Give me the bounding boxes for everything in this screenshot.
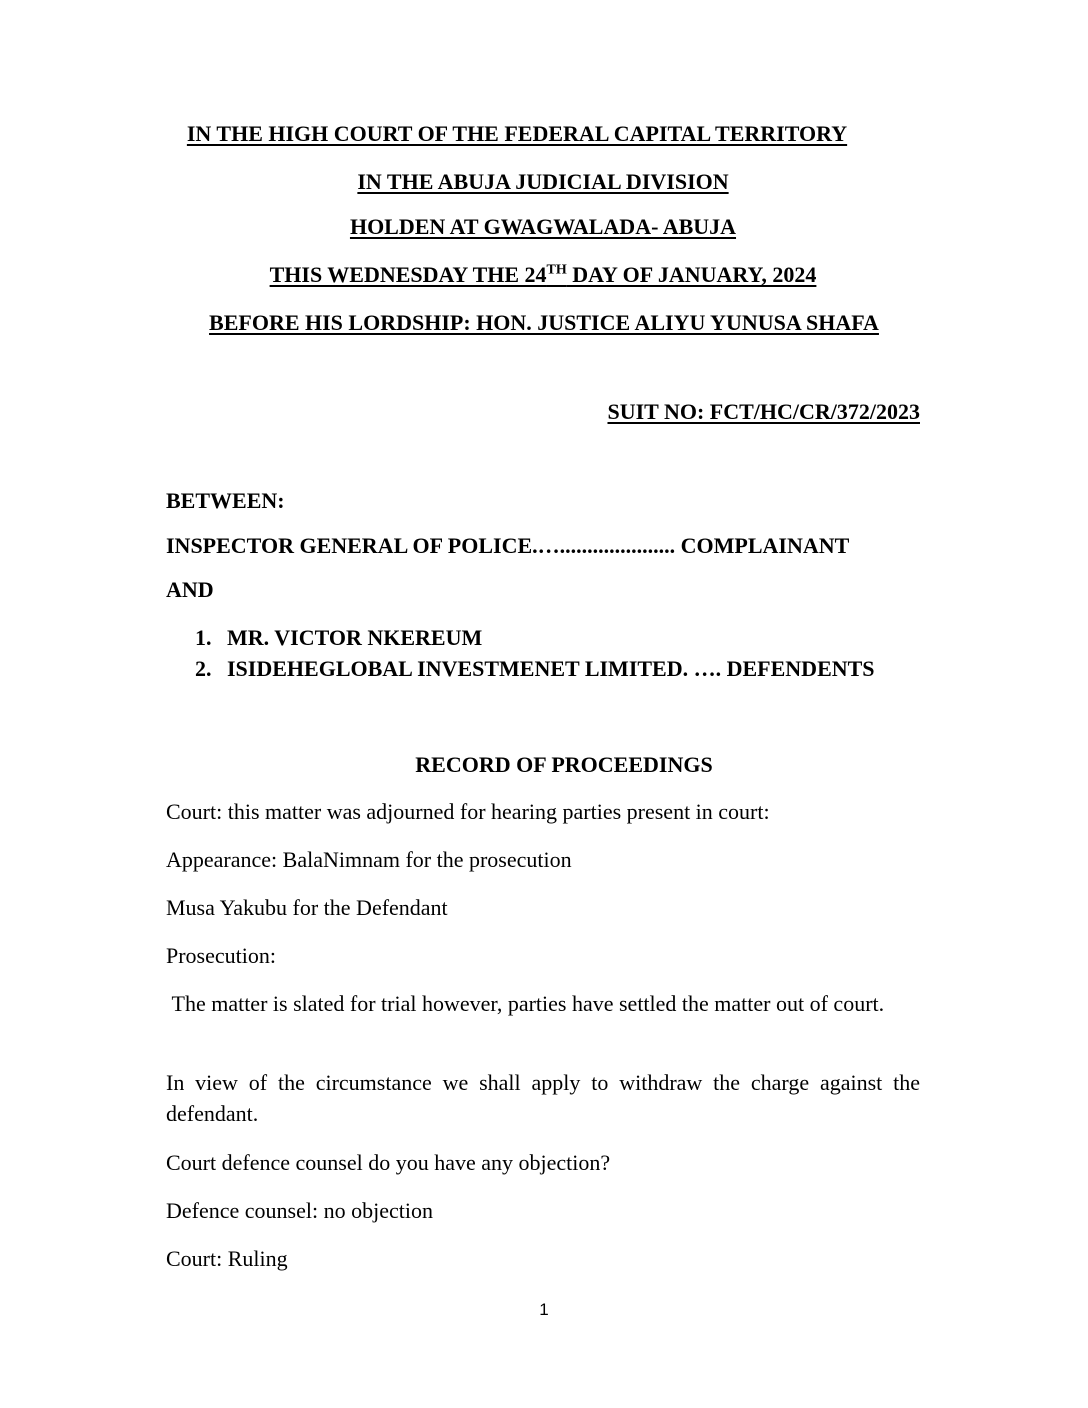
between-label: BETWEEN: [166, 488, 285, 513]
holden-title [0, 214, 1088, 240]
defendant-name: MR. VICTOR NKEREUM [227, 625, 483, 650]
record-title [0, 752, 1088, 778]
heading-line-3: HOLDEN AT GWAGWALADA- ABUJA [349, 214, 737, 239]
judge-line [0, 310, 1088, 336]
list-number: 2. [195, 656, 212, 681]
heading-line-1: IN THE HIGH COURT OF THE FEDERAL CAPITAL TERRITORY [186, 121, 848, 146]
defendant-name: ISIDEHEGLOBAL INVESTMENET LIMITED. …. DEFENDENTS [227, 656, 875, 681]
paragraph: Musa Yakubu for the Defendant [166, 895, 448, 920]
record-title-text: RECORD OF PROCEEDINGS [415, 752, 713, 777]
paragraph: Court defence counsel do you have any objection? [166, 1150, 611, 1175]
paragraph: The matter is slated for trial however, parties have settled the matter out of court. [166, 991, 885, 1016]
date-line-post: DAY OF JANUARY, 2024 [566, 262, 817, 287]
paragraph: Court: this matter was adjourned for hearing parties present in court: [166, 799, 770, 824]
date-ordinal-suffix: TH [546, 262, 567, 278]
list-item [195, 653, 875, 684]
date-line [0, 262, 1088, 288]
page-number: 1 [539, 1300, 549, 1319]
division-title [0, 169, 1088, 195]
date-line-pre: THIS WEDNESDAY THE 24 [269, 262, 547, 287]
heading-line-5: BEFORE HIS LORDSHIP: HON. JUSTICE ALIYU YUNUSA SHAFA [209, 310, 879, 335]
paragraph: Appearance: BalaNimnam for the prosecution [166, 847, 572, 872]
complainant-line: INSPECTOR GENERAL OF POLICE.…..................... COMPLAINANT [166, 533, 850, 558]
defendants-list [195, 622, 875, 684]
court-title [0, 121, 1088, 147]
list-item [195, 622, 875, 653]
suit-number: SUIT NO: FCT/HC/CR/372/2023 [607, 399, 920, 424]
heading-line-2: IN THE ABUJA JUDICIAL DIVISION [357, 169, 729, 194]
list-number: 1. [195, 625, 212, 650]
paragraph: Defence counsel: no objection [166, 1198, 433, 1223]
and-label: AND [166, 577, 214, 602]
paragraph: Court: Ruling [166, 1246, 288, 1271]
paragraph: Prosecution: [166, 943, 276, 968]
paragraph: In view of the circumstance we shall apply to withdraw the charge against the defendant. [166, 1070, 920, 1126]
